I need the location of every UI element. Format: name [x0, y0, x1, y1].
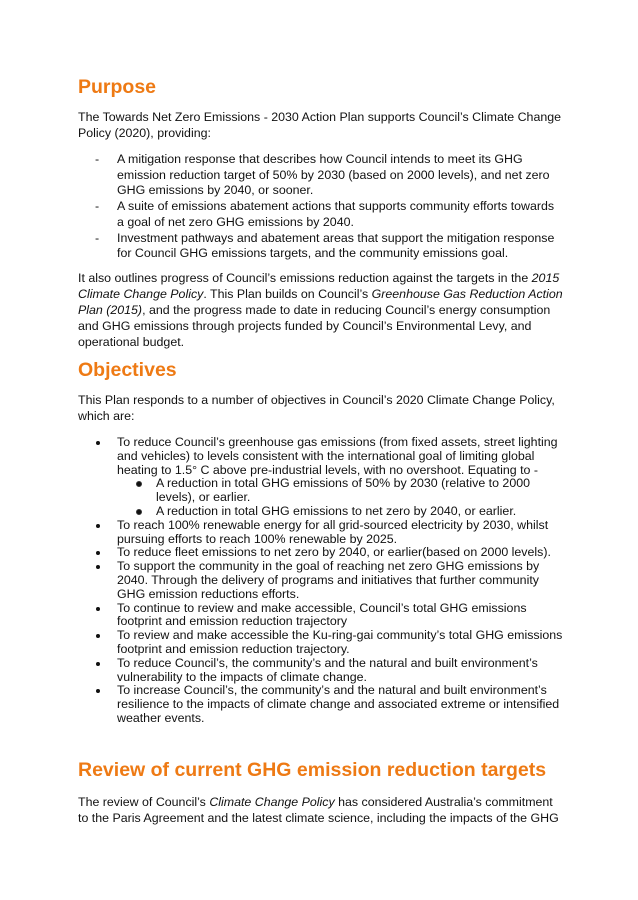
- list-item: - A mitigation response that describes how Council intends to meet its GHG emission reduction target of 50% by 2030 (based on 2000 levels), and net zero GHG emissions by 2040, or sooner.: [78, 152, 563, 199]
- text: The review of Council’s: [78, 795, 210, 809]
- text: To reduce Council’s greenhouse gas emissions (from fixed assets, street lighting and vehicles) to levels consistent with the international goal of limiting global heating to 1.5° C above pre-industrial levels, with no overshoot. Equating to -: [117, 435, 558, 477]
- objectives-heading: Objectives: [78, 359, 177, 381]
- list-item: To reduce Council’s, the community’s and the natural and built environment’s vulnerability to the impacts of climate change.: [78, 657, 568, 685]
- purpose-intro: The Towards Net Zero Emissions - 2030 Action Plan supports Council’s Climate Change Policy (2020), providing:: [78, 110, 562, 140]
- list-item: To review and make accessible the Ku-ring-gai community’s total GHG emissions footprint and emission reduction trajectory.: [78, 629, 568, 657]
- list-item: [78, 436, 568, 519]
- policy-title: Climate Change Policy: [209, 795, 335, 809]
- objectives-intro: This Plan responds to a number of objectives in Council’s 2020 Climate Change Policy, which are:: [78, 393, 555, 423]
- review-paragraph: [78, 794, 563, 826]
- list-item: To continue to review and make accessible, Council’s total GHG emissions footprint and emission reduction trajectory: [78, 602, 568, 630]
- purpose-list: [78, 152, 563, 262]
- text: . This Plan builds on Council’s: [203, 287, 372, 301]
- purpose-outro: [78, 270, 563, 350]
- text: has considered Australia’s commitment to the Paris Agreement and the latest climate science, including the impacts of the GHG: [78, 795, 559, 825]
- list-item: To reach 100% renewable energy for all grid-sourced electricity by 2030, whilst pursuing efforts to reach 100% renewable by 2025.: [78, 519, 568, 547]
- text: , and the progress made to date in reducing Council’s energy consumption and GHG emissions through projects funded by Council’s Environmental Levy, and operational budget.: [78, 303, 551, 349]
- list-item: To support the community in the goal of reaching net zero GHG emissions by 2040. Through the delivery of programs and initiatives that further community GHG emission reductions efforts.: [78, 560, 568, 601]
- objectives-list: [78, 436, 568, 726]
- purpose-heading: Purpose: [78, 76, 157, 98]
- plan-title: Greenhouse Gas Reduction Action Plan (2015): [78, 287, 563, 317]
- sub-list-item: A reduction in total GHG emissions of 50% by 2030 (relative to 2000 levels), or earlier.: [117, 477, 568, 505]
- text: It also outlines progress of Council’s emissions reduction against the targets in the: [78, 271, 532, 285]
- sub-list-item: A reduction in total GHG emissions to net zero by 2040, or earlier.: [117, 505, 568, 519]
- review-heading: Review of current GHG emission reduction targets: [78, 759, 547, 781]
- list-item: To increase Council’s, the community’s and the natural and built environment’s resilience to the impacts of climate change and associated extreme or intensified weather events.: [78, 684, 568, 725]
- list-item: - Investment pathways and abatement areas that support the mitigation response for Council GHG emissions targets, and the community emissions goal.: [78, 231, 563, 262]
- policy-title: 2015 Climate Change Policy: [78, 271, 560, 301]
- list-item: To reduce fleet emissions to net zero by 2040, or earlier(based on 2000 levels).: [78, 546, 568, 560]
- list-item: - A suite of emissions abatement actions that supports community efforts towards a goal of net zero GHG emissions by 2040.: [78, 199, 563, 230]
- sub-list: [117, 477, 568, 518]
